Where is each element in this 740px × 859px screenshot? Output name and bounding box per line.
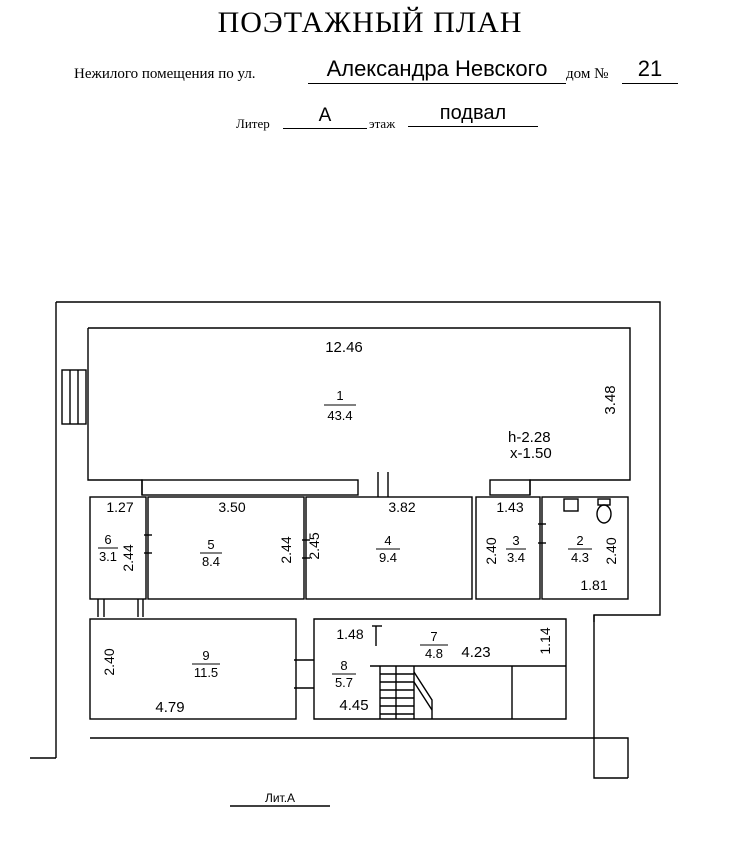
depth-label: x-1.50 — [510, 445, 552, 462]
room-area: 3.1 — [98, 549, 118, 564]
room-number: 1 — [336, 388, 344, 403]
dimension: 4.79 — [155, 699, 185, 716]
room-area: 9.4 — [378, 550, 398, 565]
room-area: 4.8 — [424, 646, 444, 661]
room-number: 2 — [576, 533, 584, 548]
dimension: 3.82 — [388, 499, 416, 515]
dimension: 2.40 — [483, 537, 499, 565]
floor-label: этаж — [369, 116, 396, 131]
dimension: 3.48 — [602, 385, 619, 415]
room-area: 3.4 — [506, 550, 526, 565]
dimension: 4.45 — [339, 697, 369, 714]
dimension: 2.45 — [306, 532, 322, 560]
left-window — [62, 370, 86, 424]
floor-value: подвал — [408, 100, 538, 127]
sink-icon — [564, 499, 578, 511]
dimension: 3.50 — [218, 499, 246, 515]
toilet-icon — [597, 505, 611, 523]
room-area: 8.4 — [201, 554, 221, 569]
dimension: 1.27 — [106, 499, 134, 515]
room-number: 8 — [340, 658, 348, 673]
room-area: 43.4 — [327, 408, 353, 423]
room-number: 7 — [430, 629, 438, 644]
page-title: ПОЭТАЖНЫЙ ПЛАН — [217, 6, 523, 39]
dimension: 1.14 — [537, 627, 553, 655]
dimension: 2.40 — [603, 537, 619, 565]
room-1-partition — [142, 480, 358, 495]
room-number: 5 — [207, 537, 215, 552]
house-label: дом № — [566, 66, 609, 82]
dimension: 2.40 — [101, 648, 117, 676]
room-number: 3 — [512, 533, 520, 548]
room-area: 4.3 — [570, 550, 590, 565]
liter-value: А — [283, 104, 367, 129]
dimension: 1.48 — [336, 626, 364, 642]
stairs — [380, 666, 432, 719]
dimension: 4.23 — [461, 644, 491, 661]
dimension: 2.44 — [278, 536, 294, 564]
footer-label: Лит.А — [264, 791, 296, 805]
room-number: 4 — [384, 533, 392, 548]
house-value: 21 — [622, 55, 678, 84]
room-area: 5.7 — [334, 675, 354, 690]
dimension: 12.46 — [325, 339, 363, 356]
dimension: 1.43 — [496, 499, 524, 515]
room-area: 11.5 — [193, 665, 219, 680]
street-prefix: Нежилого помещения по ул. — [74, 66, 256, 82]
dimension: 1.81 — [580, 577, 608, 593]
room-number: 6 — [104, 532, 112, 547]
dimension: 2.44 — [120, 544, 136, 572]
height-label: h-2.28 — [508, 429, 551, 446]
street-value: Александра Невского — [308, 55, 566, 84]
liter-label: Литер — [236, 116, 270, 131]
room-number: 9 — [202, 648, 210, 663]
